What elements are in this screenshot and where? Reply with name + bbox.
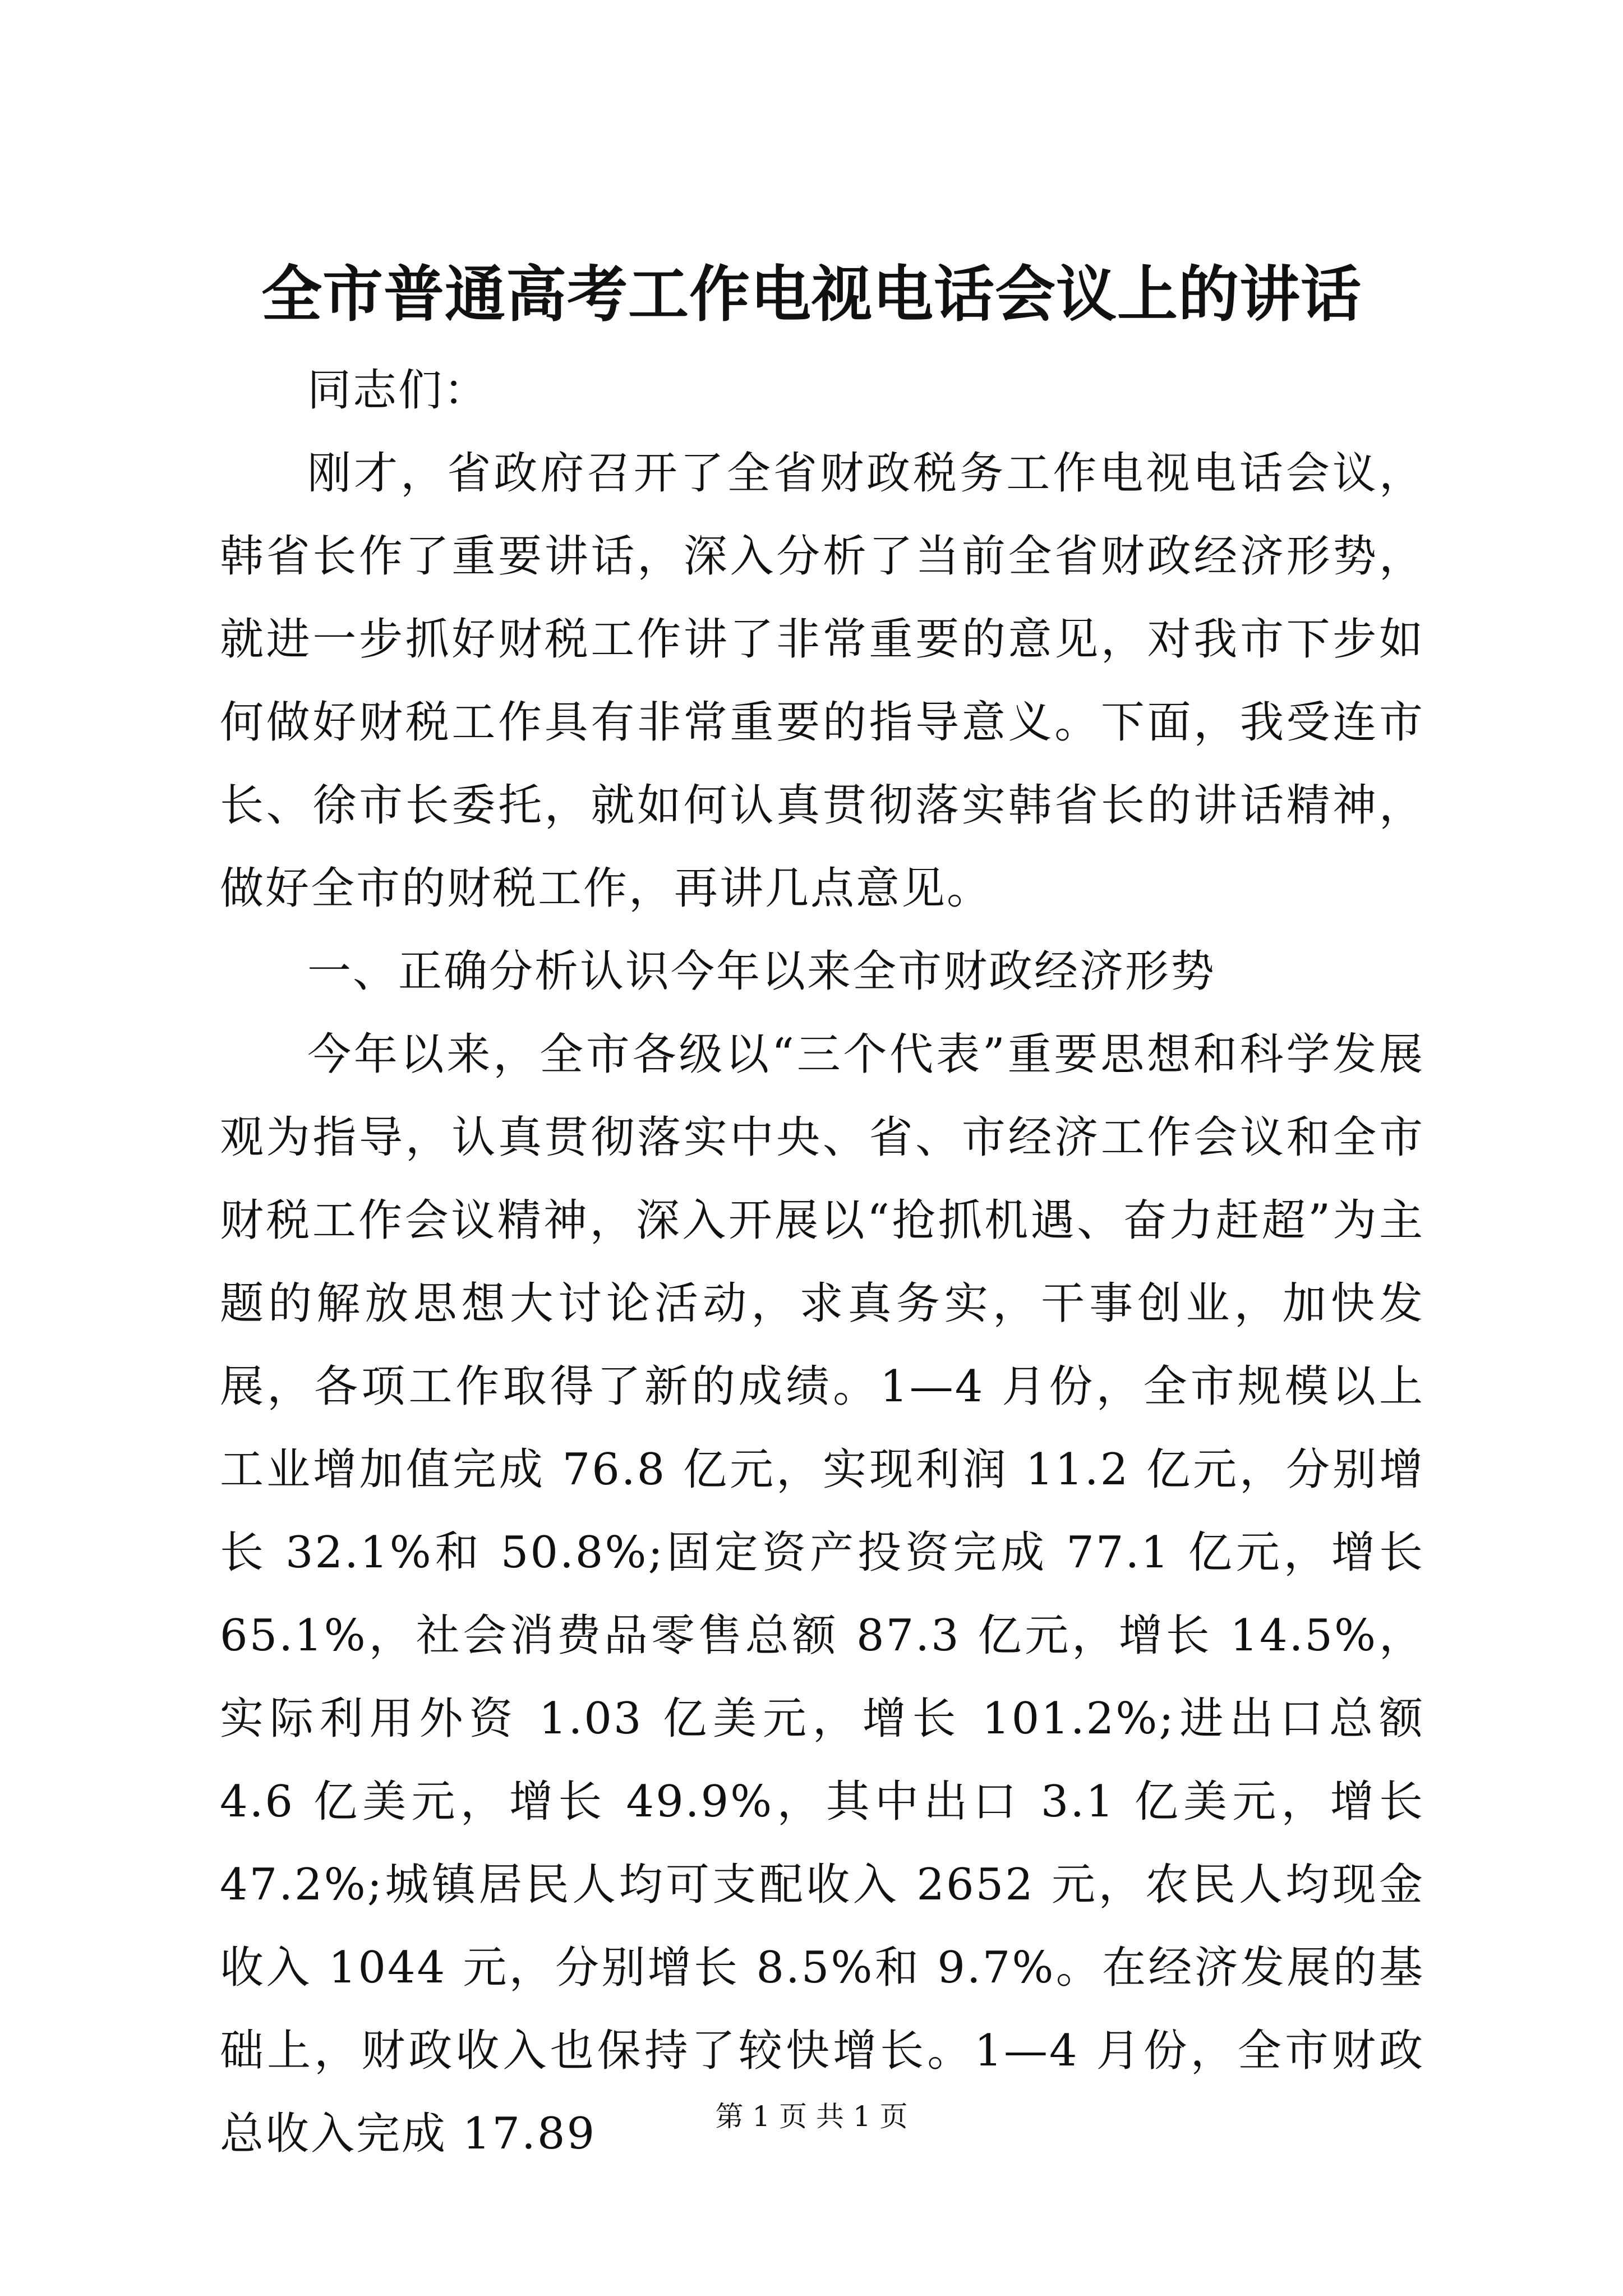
document-title: 全市普通高考工作电视电话会议上的讲话: [261, 259, 1362, 330]
salutation-paragraph: 同志们：: [307, 365, 490, 416]
economy-paragraph: 今年以来，全市各级以“三个代表”重要思想和科学发展观为指导，认真贯彻落实中央、省、市经济工作会议和全市财税工作会议精神，深入开展以“抢抓机遇、奋力赶超”为主题的解放思想大讨论活动，求真务实，干事创业，加快发展，各项工作取得了新的成绩。1—4 月份，全市规模以上工业增加值完成 76.8 亿元，实现利润 11.2 亿元，分别增长 32.1%和 50.8%;固定资产投资完成 77.1 亿元，增长 65.1%，社会消费品零售总额 87.3 亿元，增长 14.5%，实际利用外资 1.03 亿美元，增长 101.2%;进出口总额 4.6 亿美元，增长 49.9%，其中出口 3.1 亿美元，增长 47.2%;城镇居民人均可支配收入 2652 元，农民人均现金收入 1044 元，分别增长 8.5%和 9.7%。在经济发展的基础上，财政收入也保持了较快增长。1—4 月份，全市财政总收入完成 17.89: [220, 1029, 1424, 2159]
section-heading-1: 一、正确分析认识今年以来全市财政经济形势: [307, 946, 1216, 997]
document-body: [220, 349, 1424, 2175]
intro-paragraph: 刚才，省政府召开了全省财政税务工作电视电话会议，韩省长作了重要讲话，深入分析了当前全省财政经济形势，就进一步抓好财税工作讲了非常重要的意见，对我市下步如何做好财税工作具有非常重要的指导意义。下面，我受连市长、徐市长委托，就如何认真贯彻落实韩省长的讲话精神，做好全市的财税工作，再讲几点意见。: [220, 448, 1424, 914]
page-footer: 第 1 页 共 1 页: [715, 2100, 908, 2133]
